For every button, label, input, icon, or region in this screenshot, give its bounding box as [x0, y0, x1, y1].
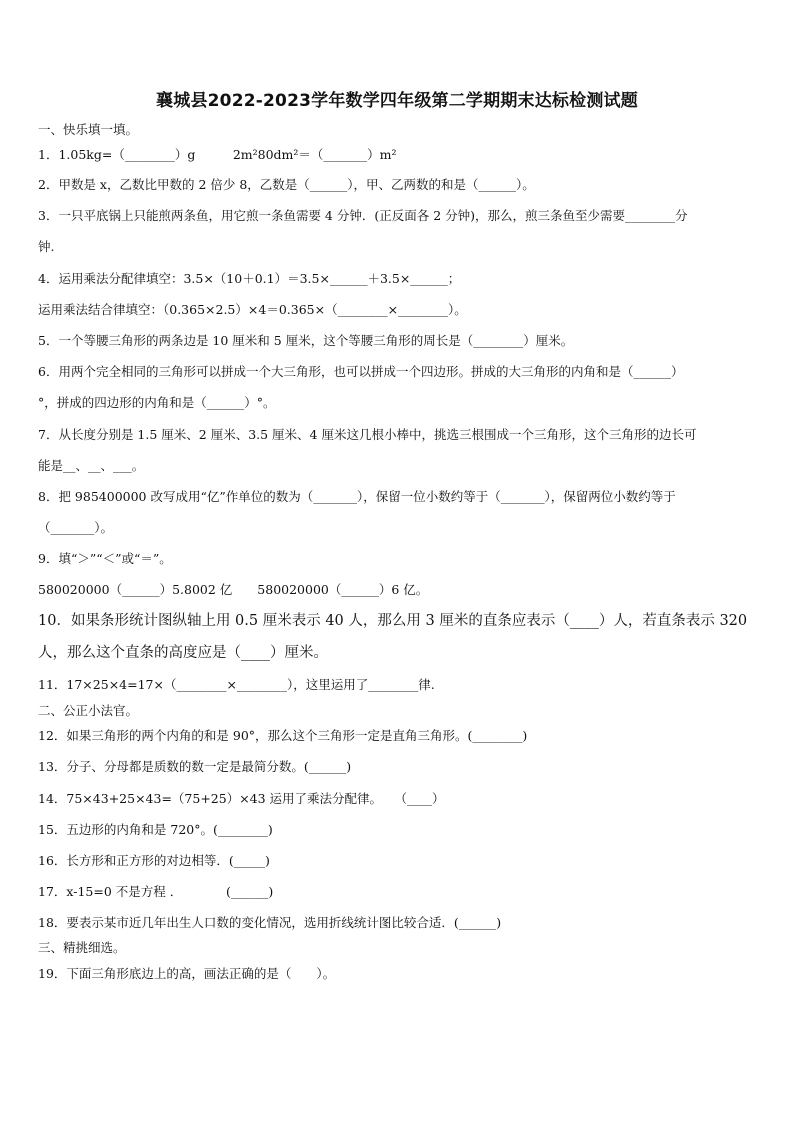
- question-4-cont: 运用乘法结合律填空：（0.365×2.5）×4＝0.365×（________×________）。: [38, 302, 467, 317]
- question-6-cont: °，拼成的四边形的内角和是（______）°。: [38, 395, 276, 410]
- section-heading: 三、精挑细选。: [38, 940, 126, 955]
- question-14: 14．75×43+25×43=（75+25）×43 运用了乘法分配律。 （____）: [38, 791, 445, 806]
- question-17: 17．x-15=0 不是方程 ． (______): [38, 884, 274, 899]
- question-3-cont: 钟.: [38, 239, 55, 254]
- question-19: 19．下面三角形底边上的高，画法正确的是（ ）。: [38, 966, 336, 981]
- question-13: 13．分子、分母都是质数的数一定是最简分数。(______): [38, 759, 352, 774]
- question-8: 8．把 985400000 改写成用“亿”作单位的数为（_______），保留一位小数约等于（_______），保留两位小数约等于: [38, 489, 676, 504]
- page-title: 襄城县2022-2023学年数学四年级第二学期期末达标检测试题: [156, 91, 638, 111]
- question-10-cont: 人，那么这个直条的高度应是（____）厘米。: [38, 645, 328, 661]
- question-18: 18．要表示某市近几年出生人口数的变化情况，选用折线统计图比较合适．(______): [38, 915, 502, 930]
- question-7-cont: 能是__、__、___。: [38, 458, 145, 473]
- question-9: 9．填“＞”“＜”或“＝”。: [38, 551, 172, 566]
- question-1: 1．1.05kg=（________）g 2m²80dm²＝（_______）m²: [38, 147, 397, 162]
- question-4: 4．运用乘法分配律填空：3.5×（10＋0.1）＝3.5×______＋3.5×______；: [38, 271, 461, 286]
- question-3: 3．一只平底锅上只能煎两条鱼，用它煎一条鱼需要 4 分钟．(正反面各 2 分钟)，那么，煎三条鱼至少需要________分: [38, 208, 688, 223]
- question-10: 10．如果条形统计图纵轴上用 0.5 厘米表示 40 人，那么用 3 厘米的直条应表示（____）人，若直条表示 320: [38, 613, 748, 629]
- question-5: 5．一个等腰三角形的两条边是 10 厘米和 5 厘米，这个等腰三角形的周长是（________）厘米。: [38, 333, 574, 348]
- question-7: 7．从长度分别是 1.5 厘米、2 厘米、3.5 厘米、4 厘米这几根小棒中，挑选三根围成一个三角形，这个三角形的边长可: [38, 427, 697, 442]
- question-9-cont: 580020000（______）5.8002 亿 580020000（______）6 亿。: [38, 582, 429, 597]
- section-heading: 一、快乐填一填。: [38, 122, 139, 137]
- question-12: 12．如果三角形的两个内角的和是 90°，那么这个三角形一定是直角三角形。(________): [38, 728, 528, 743]
- question-6: 6．用两个完全相同的三角形可以拼成一个大三角形，也可以拼成一个四边形。拼成的大三角形的内角和是（______）: [38, 364, 684, 379]
- question-15: 15．五边形的内角和是 720°。(________): [38, 822, 273, 837]
- question-2: 2．甲数是 x，乙数比甲数的 2 倍少 8，乙数是（______），甲、乙两数的和是（______）。: [38, 177, 535, 192]
- question-11: 11．17×25×4=17×（________×________），这里运用了________律.: [38, 677, 435, 692]
- section-heading: 二、公正小法官。: [38, 703, 139, 718]
- question-8-cont: （_______）。: [38, 520, 114, 535]
- question-16: 16．长方形和正方形的对边相等．(_____): [38, 853, 270, 868]
